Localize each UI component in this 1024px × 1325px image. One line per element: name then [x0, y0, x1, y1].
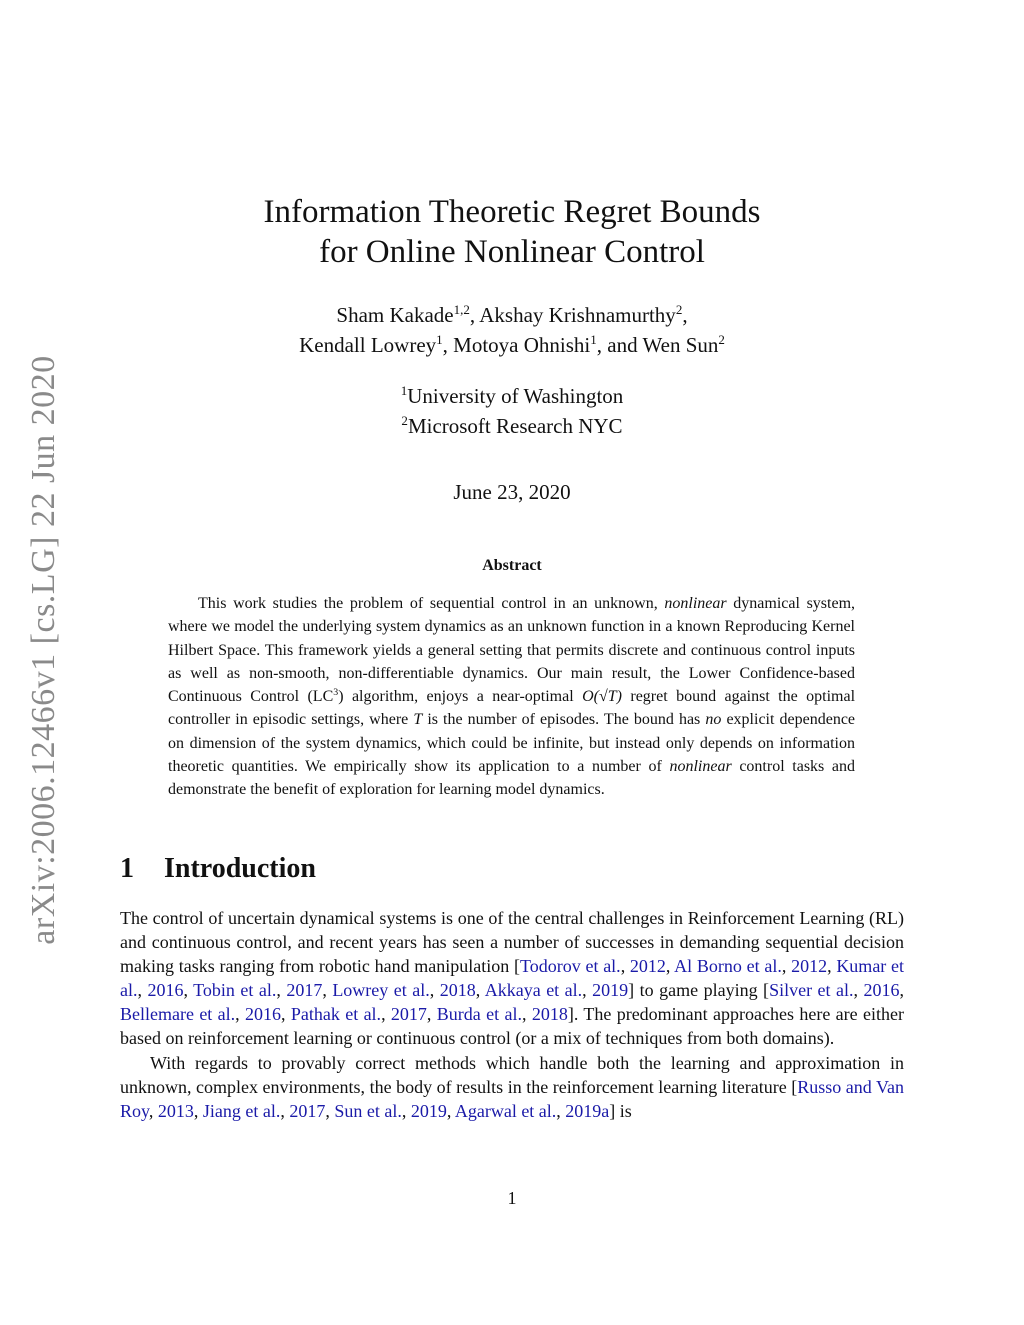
citation-year-link[interactable]: 2012: [791, 956, 828, 977]
citation-link[interactable]: Russo and Van Roy: [120, 1076, 904, 1121]
citation-year-link[interactable]: 2019a: [565, 1100, 610, 1121]
author-name: Sham Kakade: [336, 303, 454, 327]
abstract-heading: Abstract: [482, 557, 542, 574]
author-list: [0, 300, 1024, 360]
citation-link[interactable]: Todorov et al.: [520, 956, 621, 977]
intro-paragraph-1: The control of uncertain dynamical systems is one of the central challenges in Reinforcement Learning (RL) and continuous control, and recent years has seen a number of successes in demanding sequential decision making tasks ranging from robotic hand manipulation [Todorov et al., 2012, Al Borno et al., 2012, Kumar et al., 2016, Tobin et al., 2017, Lowrey et al., 2018, Akkaya et al., 2019] to game playing [Silver et al., 2016, Bellemare et al., 2016, Pathak et al., 2017, Burda et al., 2018]. The predominant approaches here are either based on reinforcement learning or continuous control (or a mix of techniques from both domains).: [120, 908, 905, 1049]
author-name: Akshay Krishnamurthy: [479, 303, 676, 327]
citation-link[interactable]: Lowrey et al.: [332, 980, 430, 1001]
section-title: Introduction: [164, 853, 316, 884]
author-affil-mark: 1: [590, 332, 597, 348]
intro-paragraph-2: With regards to provably correct methods which handle both the learning and approximation in unknown, complex environments, the body of results in the reinforcement learning literature [Russo and Van Roy, 2013, Jiang et al., 2017, Sun et al., 2019, Agarwal et al., 2019a] is: [120, 1052, 904, 1121]
author-name: Wen Sun: [642, 333, 719, 357]
author-line-2: Kendall Lowrey$^1$, Motoya Ohnishi$^1$, and Wen Sun$^2$: [299, 332, 725, 357]
citation-link[interactable]: Agarwal et al.: [454, 1100, 557, 1121]
author-name: Kendall Lowrey: [299, 333, 437, 357]
author-line-1: Sham Kakade$^{1,2}$, Akshay Krishnamurthy$^2$,: [336, 302, 688, 327]
affiliations: [0, 381, 1024, 441]
abstract-paragraph: This work studies the problem of sequential control in an unknown, nonlinear dynamical system, where we model the underlying system dynamics as an unknown function in a known Reproducing Kernel Hilbert Space. This framework yields a general setting that permits discrete and continuous control inputs as well as non-smooth, non-differentiable dynamics. Our main result, the Lower Confidence-based Continuous Control $(LC^3)$ algorithm, enjoys a near-optimal O(√T) regret bound against the optimal controller in episodic settings, where T is the number of episodes. The bound has no explicit dependence on dimension of the system dynamics, which could be infinite, but instead only depends on information theoretic quantities. We empirically show its application to a number of nonlinear control tasks and demonstrate the benefit of exploration for learning model dynamics.: [168, 595, 856, 799]
paper-date: June 23, 2020: [453, 480, 571, 504]
author-name: Motoya Ohnishi: [453, 333, 591, 357]
citation-year-link[interactable]: 2016: [863, 980, 900, 1001]
citation-year-link[interactable]: 2012: [629, 956, 666, 977]
citation-year-link[interactable]: 2018: [439, 980, 476, 1001]
title-line-1: Information Theoretic Regret Bounds: [263, 194, 761, 230]
citation-link[interactable]: Sun et al.: [334, 1100, 402, 1121]
citation-link[interactable]: Akkaya et al.: [484, 980, 583, 1001]
citation-link[interactable]: Jiang et al.: [202, 1100, 281, 1121]
section-heading: [120, 853, 316, 885]
regret-bound-formula: O(√T): [582, 688, 622, 706]
citation-year-link[interactable]: 2018: [531, 1004, 568, 1025]
author-affil-mark: 1,2: [453, 302, 470, 318]
section-number: 1: [120, 853, 134, 884]
author-affil-mark: 2: [675, 302, 683, 318]
page-number: 1: [507, 1188, 517, 1208]
arxiv-identifier: arXiv:2006.12466v1 [cs.LG] 22 Jun 2020: [25, 355, 62, 945]
paper-title: [0, 192, 1024, 272]
citation-year-link[interactable]: 2017: [286, 980, 323, 1001]
citation-link[interactable]: Bellemare et al.: [120, 1004, 236, 1025]
citation-link[interactable]: Kumar et al.: [120, 956, 905, 1001]
citation-link[interactable]: Pathak et al.: [290, 1004, 382, 1025]
citation-year-link[interactable]: 2013: [157, 1100, 194, 1121]
citation-year-link[interactable]: 2016: [147, 980, 184, 1001]
abstract-body: [168, 592, 855, 802]
affiliation-item: $^1$University of Washington: [400, 383, 624, 408]
citation-year-link[interactable]: 2019: [592, 980, 629, 1001]
citation-year-link[interactable]: 2019: [410, 1100, 447, 1121]
author-affil-mark: 1: [436, 332, 443, 348]
citation-link[interactable]: Silver et al.: [769, 980, 854, 1001]
citation-link[interactable]: Tobin et al.: [193, 980, 277, 1001]
affiliation-item: $^2$Microsoft Research NYC: [401, 413, 623, 438]
introduction-body: [120, 906, 904, 1123]
citation-year-link[interactable]: 2017: [390, 1004, 427, 1025]
citation-link[interactable]: Burda et al.: [436, 1004, 522, 1025]
citation-link[interactable]: Al Borno et al.: [674, 956, 782, 977]
title-line-2: for Online Nonlinear Control: [319, 234, 705, 270]
citation-year-link[interactable]: 2016: [245, 1004, 282, 1025]
author-affil-mark: 2: [718, 332, 725, 348]
citation-year-link[interactable]: 2017: [289, 1100, 326, 1121]
